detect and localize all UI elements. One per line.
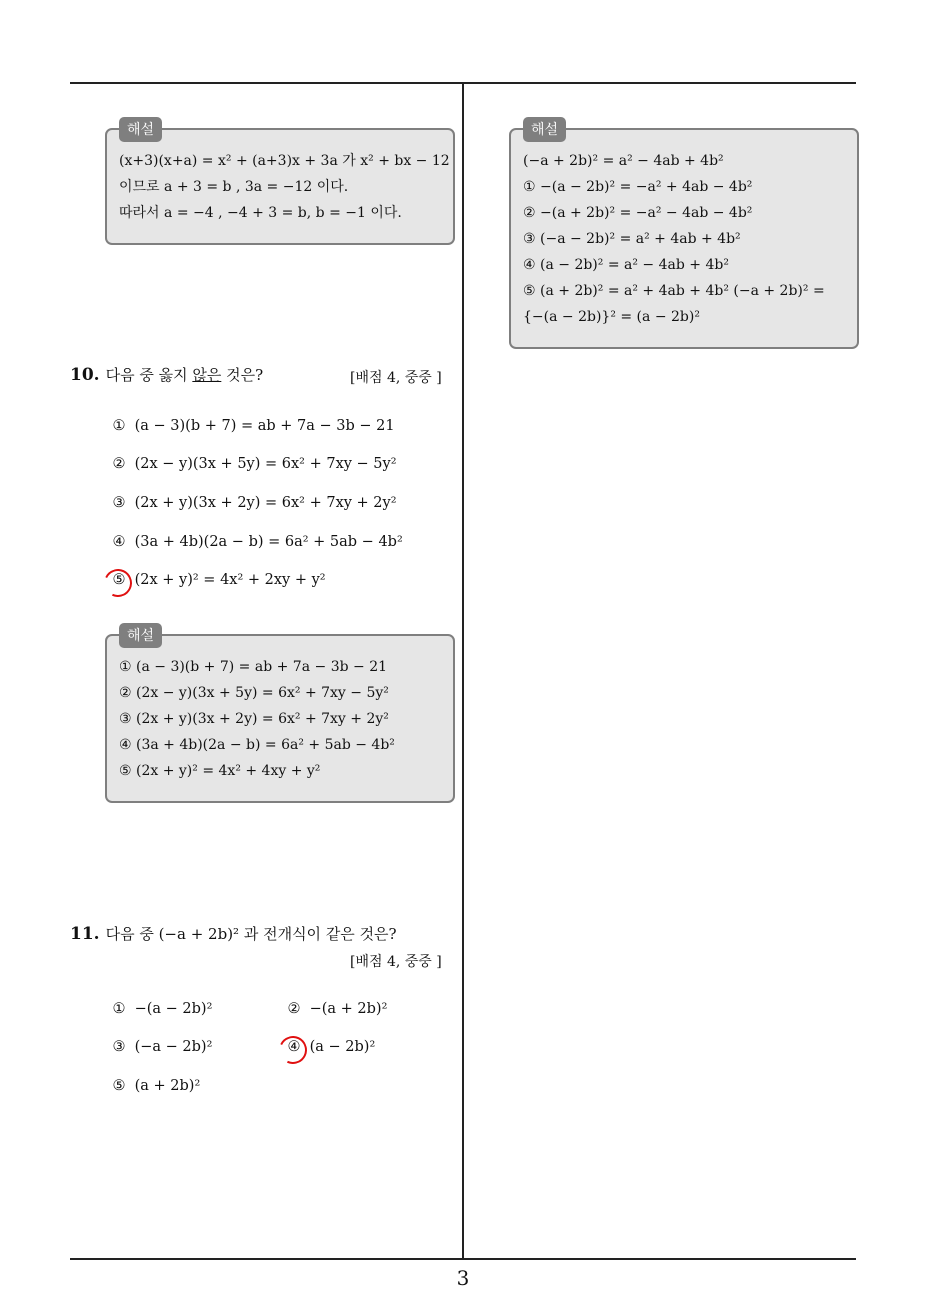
solution-line: (−a + 2b)² = a² − 4ab + 4b² [523,153,724,169]
question-text: 것은? [221,366,264,384]
option-expression: (−a − 2b)² [134,1039,213,1055]
option-symbol: ② [287,1001,301,1017]
option-symbol: ③ [112,1039,126,1055]
option-symbol: ② [112,456,126,472]
option-expression: (2x + y)(3x + 2y) = 6x² + 7xy + 2y² [134,495,397,511]
q10-option-2[interactable] [108,456,397,472]
question-text: 다음 중 옳지 [105,366,193,384]
solution-line: ④ (3a + 4b)(2a − b) = 6a² + 5ab − 4b² [119,737,395,753]
option-expression: −(a + 2b)² [309,1001,388,1017]
option-expression: (a − 3)(b + 7) = ab + 7a − 3b − 21 [134,418,395,434]
question-10-heading [70,364,263,385]
option-expression: (2x + y)² = 4x² + 2xy + y² [134,572,326,588]
option-expression: (3a + 4b)(2a − b) = 6a² + 5ab − 4b² [134,534,403,550]
solution-tag: 해설 [119,623,162,648]
q11-option-2[interactable] [283,1001,387,1017]
column-divider [462,84,464,1258]
question-underlined-text: 않은 [192,366,222,384]
solution-line: ① (a − 3)(b + 7) = ab + 7a − 3b − 21 [119,659,388,675]
question-number: 10. [70,365,100,385]
question-11-score: [배점 4, 중중 ] [350,954,442,970]
option-symbol: ④ [287,1039,301,1055]
solution-box-q9 [105,122,455,245]
q11-option-1[interactable] [108,1001,212,1017]
q10-option-3[interactable] [108,495,397,511]
option-symbol: ⑤ [112,1078,126,1094]
bottom-rule [70,1258,856,1260]
solution-line: ③ (2x + y)(3x + 2y) = 6x² + 7xy + 2y² [119,711,389,727]
option-expression: (2x − y)(3x + 5y) = 6x² + 7xy − 5y² [134,456,397,472]
solution-line: ② −(a + 2b)² = −a² − 4ab − 4b² [523,205,753,221]
q10-option-5[interactable] [108,572,326,588]
option-symbol: ① [112,418,126,434]
solution-line: (x+3)(x+a) = x² + (a+3)x + 3a 가 x² + bx − 12 [119,153,450,169]
option-symbol: ① [112,1001,126,1017]
question-10-score: [배점 4, 중중 ] [350,370,442,386]
option-expression: −(a − 2b)² [134,1001,213,1017]
option-symbol: ⑤ [112,572,126,588]
solution-line: 따라서 a = −4 , −4 + 3 = b, b = −1 이다. [119,205,402,221]
solution-tag: 해설 [523,117,566,142]
solution-line: 이므로 a + 3 = b , 3a = −12 이다. [119,179,349,195]
answer-circle-mark [100,565,136,601]
q11-option-3[interactable] [108,1039,212,1055]
q10-option-4[interactable] [108,534,403,550]
solution-line: ④ (a − 2b)² = a² − 4ab + 4b² [523,257,729,273]
solution-line: {−(a − 2b)}² = (a − 2b)² [523,309,700,325]
answer-circle-mark [275,1032,311,1068]
solution-line: ② (2x − y)(3x + 5y) = 6x² + 7xy − 5y² [119,685,389,701]
solution-line: ③ (−a − 2b)² = a² + 4ab + 4b² [523,231,741,247]
solution-tag: 해설 [119,117,162,142]
question-text: 다음 중 (−a + 2b)² 과 전개식이 같은 것은? [105,925,397,943]
question-11-heading [70,923,397,944]
solution-box-q10 [105,628,455,803]
q10-option-1[interactable] [108,418,395,434]
page-number: 3 [456,1266,470,1290]
question-number: 11. [70,924,100,944]
solution-line: ⑤ (2x + y)² = 4x² + 4xy + y² [119,763,321,779]
option-expression: (a + 2b)² [134,1078,201,1094]
option-symbol: ③ [112,495,126,511]
solution-line: ① −(a − 2b)² = −a² + 4ab − 4b² [523,179,753,195]
solution-box-q11 [509,122,859,349]
option-expression: (a − 2b)² [309,1039,376,1055]
solution-line: ⑤ (a + 2b)² = a² + 4ab + 4b² (−a + 2b)² = [523,283,825,299]
q11-option-5[interactable] [108,1078,200,1094]
option-symbol: ④ [112,534,126,550]
